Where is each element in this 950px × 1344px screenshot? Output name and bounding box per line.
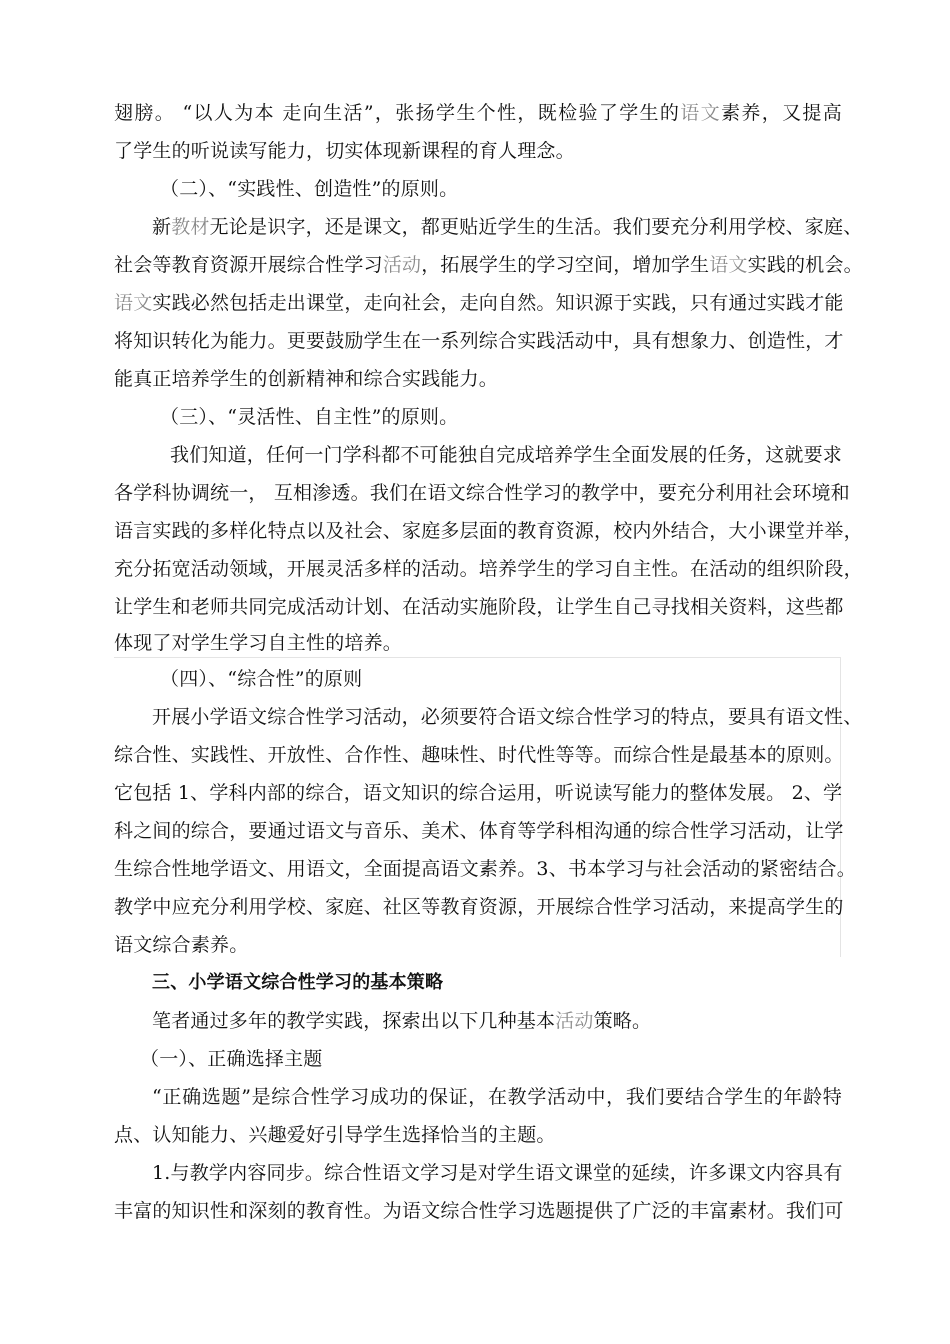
paragraph-line: 开展小学语文综合性学习活动，必须要符合语文综合性学习的特点，要具有语文性、 [152,706,863,728]
paragraph-line: 各学科协调统一， 互相渗透。我们在语文综合性学习的教学中，要充分利用社会环境和 [114,482,850,504]
paragraph-line: 能真正培养学生的创新精神和综合实践能力。 [114,368,499,390]
paragraph-line: 语文综合素养。 [114,934,249,956]
link-text[interactable]: 活动 [382,254,422,276]
paragraph-line: 充分拓宽活动领域，开展灵活多样的活动。培养学生的学习自主性。在活动的组织阶段， [114,558,863,580]
paragraph-line: 生综合性地学语文、用语文，全面提高语文素养。3、书本学习与社会活动的紧密结合。 [114,858,856,880]
section-heading: （三）、“灵活性、自主性”的原则。 [160,406,459,428]
paragraph-line: 将知识转化为能力。更要鼓励学生在一系列综合实践活动中，具有想象力、创造性，才 [114,330,844,352]
link-text[interactable]: 语文 [114,292,153,314]
section-heading: （一）、正确选择主题 [140,1048,323,1070]
paragraph-line: 教学中应充分利用学校、家庭、社区等教育资源，开展综合性学习活动，来提高学生的 [114,896,844,918]
paragraph-line: 语文实践必然包括走出课堂，走向社会，走向自然。知识源于实践，只有通过实践才能 [114,292,844,314]
link-text[interactable]: 活动 [555,1010,594,1032]
paragraph-line: 综合性、实践性、开放性、合作性、趣味性、时代性等等。而综合性是最基本的原则。 [114,744,844,766]
paragraph-line: 了学生的听说读写能力，切实体现新课程的育人理念。 [114,140,575,162]
paragraph-line: 科之间的综合，要通过语文与音乐、美术、体育等学科相沟通的综合性学习活动，让学 [114,820,844,842]
link-text[interactable]: 语文 [709,254,748,276]
paragraph-line: 让学生和老师共同完成活动计划、在活动实施阶段，让学生自己寻找相关资料，这些都 [114,596,844,618]
paragraph-line: 新教材无论是识字，还是课文，都更贴近学生的生活。我们要充分利用学校、家庭、 [152,216,863,238]
paragraph-line: “正确选题”是综合性学习成功的保证，在教学活动中，我们要结合学生的年龄特 [152,1086,842,1108]
section-heading: （二）、“实践性、创造性”的原则。 [160,178,459,200]
link-text[interactable]: 语文 [680,102,721,124]
paragraph-line: 翅膀。 “以人为本 走向生活”，张扬学生个性，既检验了学生的语文素养，又提高 [114,102,842,124]
paragraph-line: 社会等教育资源开展综合性学习活动，拓展学生的学习空间，增加学生语文实践的机会。 [114,254,863,276]
paragraph-line: 我们知道，任何一门学科都不可能独自完成培养学生全面发展的任务，这就要求 [170,444,843,466]
paragraph-line: 体现了对学生学习自主性的培养。 [114,632,403,654]
paragraph-line: 丰富的知识性和深刻的教育性。为语文综合性学习选题提供了广泛的丰富素材。我们可 [114,1200,844,1222]
paragraph-line: 1.与教学内容同步。综合性语文学习是对学生语文课堂的延续，许多课文内容具有 [152,1162,843,1184]
chapter-heading: 三、小学语文综合性学习的基本策略 [152,972,444,993]
frame-border [114,657,840,658]
paragraph-line: 语言实践的多样化特点以及社会、家庭多层面的教育资源，校内外结合，大小课堂并举， [114,520,863,542]
link-text[interactable]: 教材 [171,216,210,238]
paragraph-line: 点、认知能力、兴趣爱好引导学生选择恰当的主题。 [114,1124,556,1146]
paragraph-line: 它包括 1、学科内部的综合，语文知识的综合运用，听说读写能力的整体发展。 2、学 [114,782,843,804]
paragraph-line: 笔者通过多年的教学实践，探索出以下几种基本活动策略。 [152,1010,652,1032]
section-heading: （四）、“综合性”的原则 [160,668,363,690]
